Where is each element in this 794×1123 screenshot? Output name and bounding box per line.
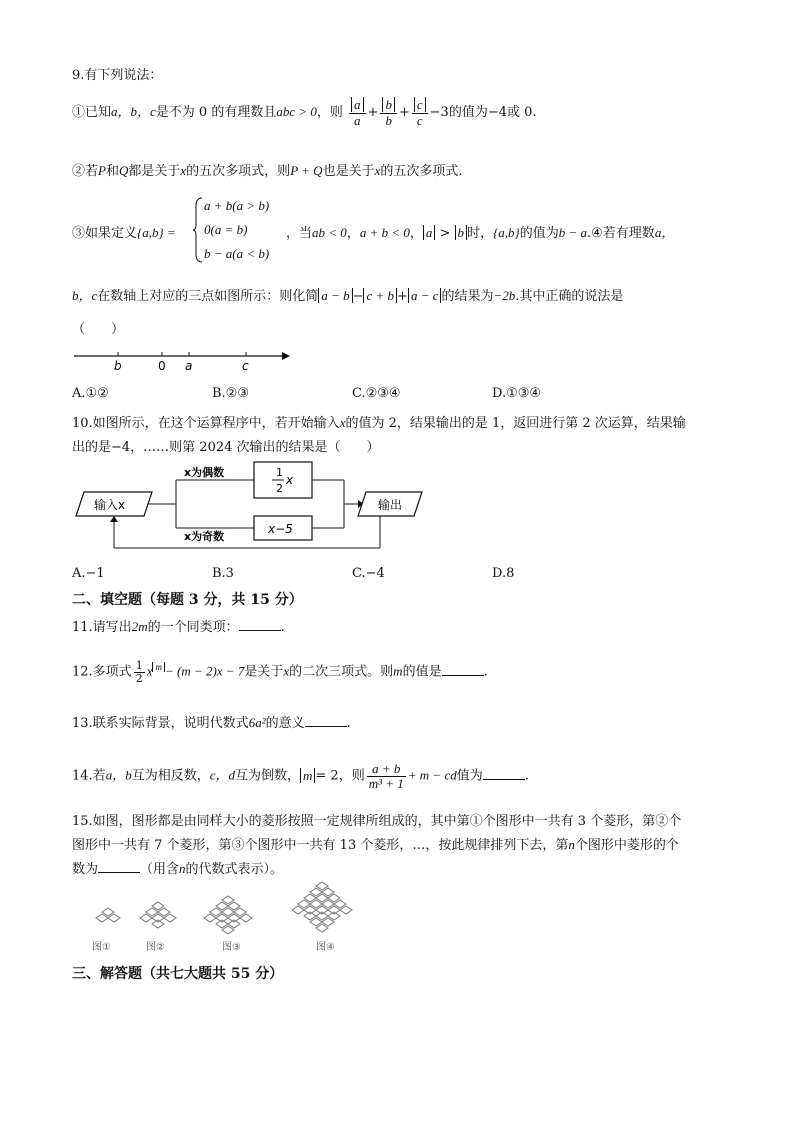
figure-3 bbox=[204, 896, 252, 934]
section-2-heading: 二、填空题（每题 3 分，共 15 分） bbox=[72, 592, 303, 608]
answer-blank bbox=[305, 714, 347, 727]
fig-label-4: 图④ bbox=[316, 942, 335, 953]
answer-blank bbox=[442, 663, 484, 676]
flow-half-den: 2 bbox=[276, 482, 283, 495]
figure-4 bbox=[292, 882, 352, 932]
q9-answer-paren: （ ） bbox=[72, 322, 125, 337]
answer-blank bbox=[483, 767, 525, 780]
q9-option-a: A.①② bbox=[72, 386, 109, 401]
q11: 11.请写出2m的一个同类项： . bbox=[72, 619, 285, 635]
q9-option-d: D.①③④ bbox=[492, 386, 542, 401]
q15-text-3: 数为 （用含n的代数式表示）。 bbox=[72, 861, 284, 877]
q10-text-2: 出的是−4，……则第 2024 次输出的结果是（ ） bbox=[72, 440, 380, 455]
q12: 12.多项式 $\frac{1}{2}$ x $^m$ − (m − 2)x − 7是关于x的二次三项式。则m的值是 . bbox=[72, 659, 488, 685]
fig-label-1: 图① bbox=[92, 942, 111, 953]
q9-statement-2: ②若P和Q都是关于x的五次多项式，则P + Q也是关于x的五次多项式. bbox=[72, 163, 463, 179]
q9-option-b: B.②③ bbox=[212, 386, 249, 401]
axis-label-c: c bbox=[242, 359, 249, 373]
brace-icon bbox=[192, 196, 204, 264]
q9-statement-4: b，c在数轴上对应的三点如图所示：则化简 a − b − c + b + a − c 的结果为−2b.其中正确的说法是 bbox=[72, 288, 624, 304]
q10-option-b: B.3 bbox=[212, 566, 234, 581]
fig-label-2: 图② bbox=[146, 942, 165, 953]
q10-option-a: A.−1 bbox=[72, 566, 105, 581]
flow-odd-label: x为奇数 bbox=[184, 530, 225, 543]
arrow-icon bbox=[110, 516, 118, 522]
answer-blank bbox=[239, 618, 281, 631]
flowchart bbox=[72, 458, 432, 554]
arrow-icon bbox=[282, 352, 290, 360]
figure-1 bbox=[96, 908, 120, 922]
rhombus-pattern-figures bbox=[80, 876, 380, 956]
q14: 14.若a，b互为相反数，c，d互为倒数， m = 2，则 $\frac{a + b}{\text{m³ + 1}}$ + m − cd值为 . bbox=[72, 761, 529, 791]
q10-option-c: C.−4 bbox=[352, 566, 385, 581]
figure-2 bbox=[140, 902, 176, 928]
flow-output-label: 输出 bbox=[378, 498, 403, 512]
flow-half-num: 1 bbox=[276, 466, 283, 479]
q10-option-d: D.8 bbox=[492, 566, 515, 581]
section-3-heading: 三、解答题（共七大题共 55 分） bbox=[72, 966, 284, 982]
answer-blank bbox=[98, 860, 140, 873]
flow-minus5-label: x−5 bbox=[268, 522, 293, 536]
axis-label-0: 0 bbox=[158, 359, 166, 373]
q13: 13.联系实际背景，说明代数式6a²的意义 . bbox=[72, 715, 351, 731]
axis-label-b: b bbox=[114, 359, 122, 373]
number-line bbox=[72, 344, 294, 374]
flow-input-label: 输入x bbox=[94, 498, 126, 512]
q9-title: 9.有下列说法： bbox=[72, 68, 163, 83]
fig-label-3: 图③ bbox=[222, 942, 241, 953]
q15-text-2: 图形中一共有 7 个菱形，第③个图形中一共有 13 个菱形，…，按此规律排列下去，第n个图形中菱形的个 bbox=[72, 837, 679, 853]
axis-label-a: a bbox=[185, 359, 193, 373]
q15-text-1: 15.如图，图形都是由同样大小的菱形按照一定规律所组成的，其中第①个图形中一共有 3 个菱形，第②个 bbox=[72, 814, 682, 829]
q9-statement-1: ①已知a，b，c是不为 0 的有理数且abc > 0，则 $\frac{a}{a}$ + $\frac{b}{b}$ + $\frac{c}{c}$ −3的值为−4或 0. bbox=[72, 97, 537, 128]
q10-text-1: 10.如图所示，在这个运算程序中，若开始输入x的值为 2，结果输出的是 1，返回进行第 2 次运算，结果输 bbox=[72, 415, 686, 431]
svg-text:x: x bbox=[286, 473, 294, 487]
flow-even-label: x为偶数 bbox=[184, 466, 225, 479]
q9-option-c: C.②③④ bbox=[352, 386, 401, 401]
